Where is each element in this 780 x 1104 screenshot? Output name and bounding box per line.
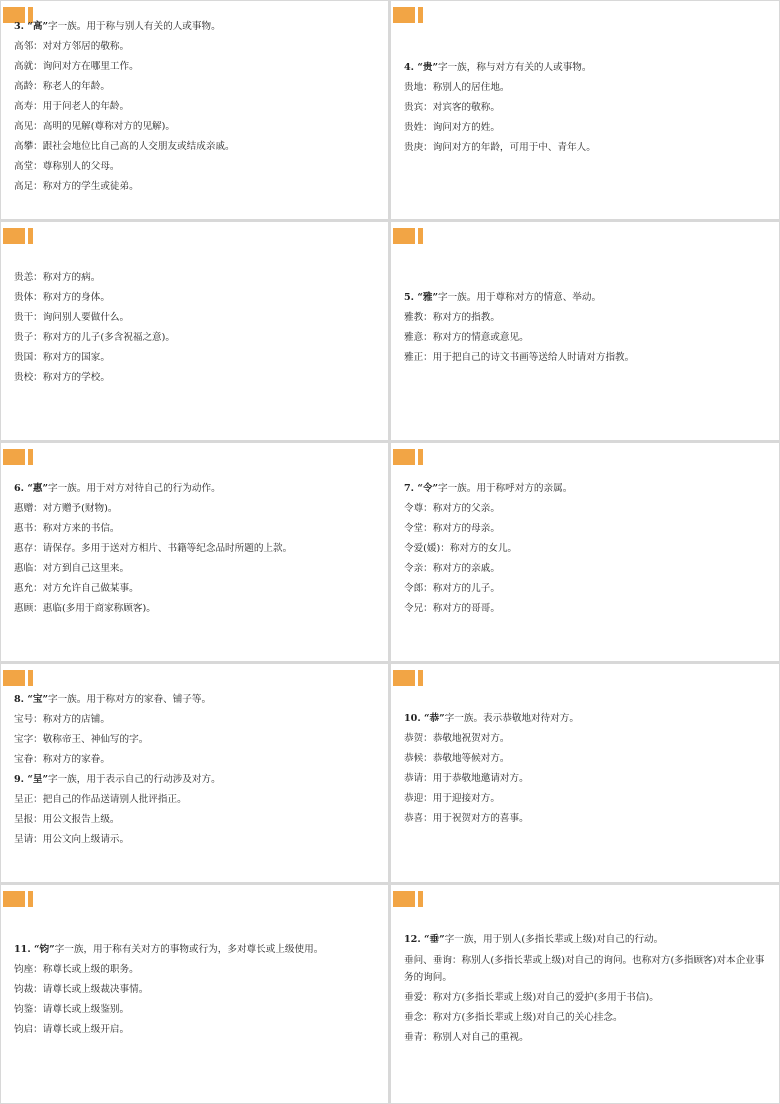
- term-definition: [404, 98, 771, 118]
- line-text: 宝眷：称对方的家眷。: [14, 754, 110, 765]
- term-definition: [404, 1028, 771, 1048]
- orange-bar-icon: [3, 228, 37, 244]
- section-heading: [404, 58, 771, 78]
- term-definition: [14, 97, 380, 117]
- term-definition: [404, 988, 771, 1008]
- term-definition: [14, 539, 380, 559]
- term-definition: [404, 78, 771, 98]
- term-definition: [14, 37, 380, 57]
- line-text: 令尊：称对方的父亲。: [404, 503, 500, 514]
- line-text: 钧启：请尊长或上级开启。: [14, 1024, 130, 1035]
- line-text: 贵姓：询问对方的姓。: [404, 122, 500, 133]
- term-definition: [14, 599, 380, 619]
- slide-content: [404, 58, 771, 158]
- section-heading: [14, 940, 380, 960]
- line-text: 高就：询问对方在哪里工作。: [14, 61, 139, 72]
- term-definition: [14, 177, 380, 197]
- orange-bar-icon: [3, 891, 37, 907]
- slide-2: [391, 1, 779, 219]
- line-text: 令郎：称对方的儿子。: [404, 583, 500, 594]
- term-definition: [404, 579, 771, 599]
- term-definition: [404, 328, 771, 348]
- term-definition: [404, 1008, 771, 1028]
- slide-7: [1, 664, 388, 882]
- heading-label: 10. “恭”: [404, 713, 445, 724]
- term-definition: [14, 1020, 380, 1040]
- term-definition: [14, 710, 380, 730]
- line-text: 贵国：称对方的国家。: [14, 352, 110, 363]
- term-definition: [404, 539, 771, 559]
- slide-content: [14, 940, 380, 1040]
- term-definition: [14, 57, 380, 77]
- line-text: 钧裁：请尊长或上级裁决事情。: [14, 984, 149, 995]
- slide-content: [404, 930, 771, 1048]
- slide-6: [391, 443, 779, 661]
- term-definition: [14, 790, 380, 810]
- line-text: 垂念：称对方(多指长辈或上级)对自己的关心挂念。: [404, 1012, 623, 1023]
- slide-5: [1, 443, 388, 661]
- term-definition: [404, 809, 771, 829]
- section-heading: [14, 17, 380, 37]
- term-definition: [14, 268, 380, 288]
- line-text: 宝字：敬称帝王、神仙写的字。: [14, 734, 149, 745]
- term-definition: [404, 769, 771, 789]
- term-definition: [404, 499, 771, 519]
- line-text: 垂问、垂询：称别人(多指长辈或上级)对自己的询问。也称对方(多指顾客)对本企业事务的询问。: [404, 955, 765, 983]
- slide-content: [404, 709, 771, 829]
- term-definition: [14, 559, 380, 579]
- section-heading: [14, 479, 380, 499]
- orange-bar-icon: [393, 7, 427, 23]
- term-definition: [14, 730, 380, 750]
- line-text: 垂青：称别人对自己的重视。: [404, 1032, 529, 1043]
- orange-bar-icon: [393, 891, 427, 907]
- term-definition: [404, 559, 771, 579]
- term-definition: [14, 519, 380, 539]
- line-text: 呈正：把自己的作品送请别人批评指正。: [14, 794, 187, 805]
- line-text: 惠允：对方允许自己做某事。: [14, 583, 139, 594]
- slide-8: [391, 664, 779, 882]
- line-text: 令亲：称对方的亲戚。: [404, 563, 500, 574]
- term-definition: [14, 308, 380, 328]
- line-text: 贵宾：对宾客的敬称。: [404, 102, 500, 113]
- line-text: 高见：高明的见解(尊称对方的见解)。: [14, 121, 175, 132]
- line-text: 字一族。用于称对方的家眷、铺子等。: [48, 694, 212, 705]
- term-definition: [14, 368, 380, 388]
- slide-9: [1, 885, 388, 1103]
- slide-content: [14, 17, 380, 197]
- orange-bar-icon: [393, 670, 427, 686]
- line-text: 令兄：称对方的哥哥。: [404, 603, 500, 614]
- section-heading: [14, 770, 380, 790]
- line-text: 贵庚：询问对方的年龄，可用于中、青年人。: [404, 142, 596, 153]
- term-definition: [14, 288, 380, 308]
- line-text: 雅正：用于把自己的诗文书画等送给人时请对方指教。: [404, 352, 635, 363]
- term-definition: [404, 519, 771, 539]
- slide-1: [1, 1, 388, 219]
- term-definition: [14, 117, 380, 137]
- line-text: 雅意：称对方的情意或意见。: [404, 332, 529, 343]
- orange-bar-icon: [3, 449, 37, 465]
- term-definition: [14, 328, 380, 348]
- line-text: 恭贺：恭敬地祝贺对方。: [404, 733, 510, 744]
- line-text: 高攀：跟社会地位比自己高的人交朋友或结成亲戚。: [14, 141, 235, 152]
- line-text: 高寿：用于问老人的年龄。: [14, 101, 130, 112]
- line-text: 宝号：称对方的店铺。: [14, 714, 110, 725]
- line-text: 惠书：称对方来的书信。: [14, 523, 120, 534]
- term-definition: [14, 1000, 380, 1020]
- line-text: 高龄：称老人的年龄。: [14, 81, 110, 92]
- line-text: 垂爱：称对方(多指长辈或上级)对自己的爱护(多用于书信)。: [404, 992, 659, 1003]
- heading-label: 4. “贵”: [404, 62, 438, 73]
- orange-bar-icon: [393, 449, 427, 465]
- line-text: 惠临：对方到自己这里来。: [14, 563, 130, 574]
- line-text: 贵校：称对方的学校。: [14, 372, 110, 383]
- term-definition: [404, 138, 771, 158]
- line-text: 字一族。用于称呼对方的亲属。: [438, 483, 573, 494]
- line-text: 字一族，用于别人(多指长辈或上级)对自己的行动。: [444, 934, 664, 945]
- line-text: 高足：称对方的学生或徒弟。: [14, 181, 139, 192]
- line-text: 字一族。用于称与别人有关的人或事物。: [48, 21, 221, 32]
- section-heading: [404, 930, 771, 950]
- term-definition: [404, 348, 771, 368]
- term-definition: [404, 729, 771, 749]
- term-definition: [404, 599, 771, 619]
- section-heading: [404, 479, 771, 499]
- slide-4: [391, 222, 779, 440]
- line-text: 贵地：称别人的居住地。: [404, 82, 510, 93]
- slide-content: [14, 268, 380, 388]
- line-text: 令堂：称对方的母亲。: [404, 523, 500, 534]
- line-text: 雅教：称对方的指教。: [404, 312, 500, 323]
- line-text: 呈请：用公文向上级请示。: [14, 834, 130, 845]
- line-text: 恭喜：用于祝贺对方的喜事。: [404, 813, 529, 824]
- heading-label: 5. “雅”: [404, 292, 438, 303]
- line-text: 惠顾：惠临(多用于商家称顾客)。: [14, 603, 156, 614]
- slide-content: [14, 479, 380, 619]
- line-text: 呈报：用公文报告上级。: [14, 814, 120, 825]
- term-definition: [14, 960, 380, 980]
- line-text: 恭迎：用于迎接对方。: [404, 793, 500, 804]
- line-text: 恭候：恭敬地等候对方。: [404, 753, 510, 764]
- term-definition: [14, 157, 380, 177]
- term-definition: [404, 118, 771, 138]
- term-definition: [14, 77, 380, 97]
- slide-10: [391, 885, 779, 1103]
- term-definition: [404, 749, 771, 769]
- line-text: 字一族，用于称有关对方的事物或行为，多对尊长或上级使用。: [54, 944, 324, 955]
- term-definition: [14, 348, 380, 368]
- line-text: 高邻：对对方邻居的敬称。: [14, 41, 130, 52]
- heading-label: 6. “惠”: [14, 483, 48, 494]
- orange-bar-icon: [393, 228, 427, 244]
- term-definition: [14, 499, 380, 519]
- heading-label: 7. “令”: [404, 483, 438, 494]
- term-definition: [404, 952, 771, 986]
- line-text: 贵体：称对方的身体。: [14, 292, 110, 303]
- term-definition: [14, 810, 380, 830]
- line-text: 字一族，称与对方有关的人或事物。: [438, 62, 592, 73]
- line-text: 令爱(媛)：称对方的女儿。: [404, 543, 518, 554]
- term-definition: [404, 789, 771, 809]
- orange-bar-icon: [3, 670, 37, 686]
- heading-label: 9. “呈”: [14, 774, 48, 785]
- heading-label: 8. “宝”: [14, 694, 48, 705]
- slide-3: [1, 222, 388, 440]
- section-heading: [404, 288, 771, 308]
- line-text: 贵子：称对方的儿子(多含祝福之意)。: [14, 332, 175, 343]
- line-text: 惠赠：对方赠予(财物)。: [14, 503, 118, 514]
- slide-content: [404, 479, 771, 619]
- slide-content: [404, 288, 771, 368]
- slide-content: [14, 690, 380, 850]
- term-definition: [14, 579, 380, 599]
- term-definition: [404, 308, 771, 328]
- line-text: 字一族。用于对方对待自己的行为动作。: [48, 483, 221, 494]
- line-text: 惠存：请保存。多用于送对方相片、书籍等纪念品时所题的上款。: [14, 543, 293, 554]
- heading-label: 11. “钧”: [14, 944, 55, 955]
- term-definition: [14, 750, 380, 770]
- line-text: 钧鉴：请尊长或上级鉴别。: [14, 1004, 130, 1015]
- line-text: 恭请：用于恭敬地邀请对方。: [404, 773, 529, 784]
- line-text: 字一族。用于尊称对方的情意、举动。: [438, 292, 602, 303]
- term-definition: [14, 980, 380, 1000]
- section-heading: [14, 690, 380, 710]
- line-text: 贵干：询问别人要做什么。: [14, 312, 130, 323]
- section-heading: [404, 709, 771, 729]
- line-text: 贵恙：称对方的病。: [14, 272, 101, 283]
- line-text: 高堂：尊称别人的父母。: [14, 161, 120, 172]
- term-definition: [14, 830, 380, 850]
- line-text: 钧座：称尊长或上级的职务。: [14, 964, 139, 975]
- line-text: 字一族。表示恭敬地对待对方。: [444, 713, 579, 724]
- heading-label: 3. “高”: [14, 21, 48, 32]
- term-definition: [14, 137, 380, 157]
- line-text: 字一族，用于表示自己的行动涉及对方。: [48, 774, 221, 785]
- heading-label: 12. “垂”: [404, 934, 445, 945]
